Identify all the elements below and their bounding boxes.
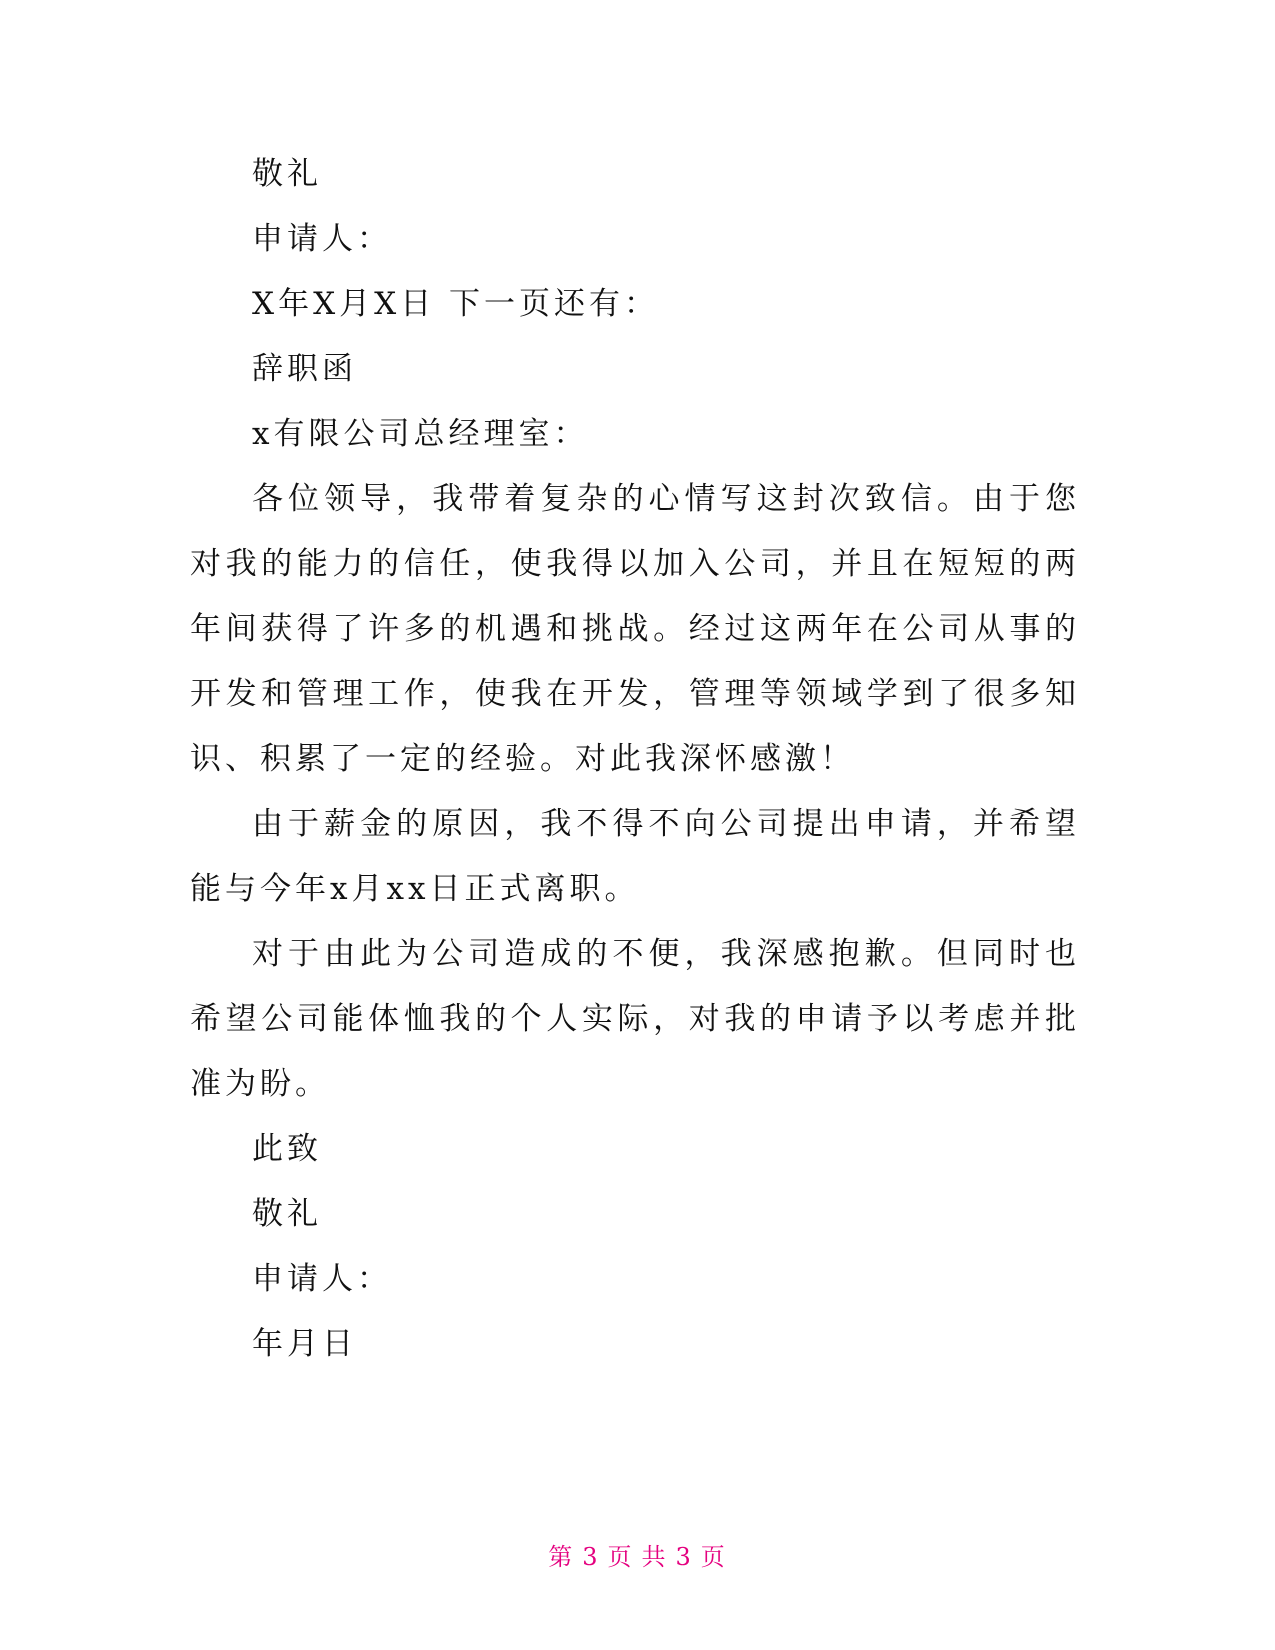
footer-current-page: 3 [582, 1543, 600, 1571]
letter-recipient: x有限公司总经理室： [252, 416, 589, 452]
letter-body [190, 142, 1080, 1377]
letter-closing: 此致 [252, 1131, 322, 1167]
paragraph-2: 由于薪金的原因，我不得不向公司提出申请，并希望能与今年x月xx日正式离职。 [190, 806, 1080, 907]
footer-total-prefix: 共 [641, 1543, 668, 1571]
letter-applicant: 申请人： [252, 1261, 392, 1297]
paragraph-3: 对于由此为公司造成的不便，我深感抱歉。但同时也希望公司能体恤我的个人实际，对我的申请予以考虑并批准为盼。 [190, 936, 1080, 1102]
letter-date: 年月日 [252, 1326, 357, 1362]
applicant-top: 申请人： [252, 221, 392, 257]
salutation-top: 敬礼 [252, 156, 322, 192]
footer-prefix: 第 [548, 1543, 575, 1571]
letter-title: 辞职函 [252, 351, 357, 387]
page-footer [0, 1537, 1275, 1572]
footer-total-pages: 3 [675, 1543, 693, 1571]
date-line-top: X年X月X日 下一页还有： [252, 286, 660, 322]
paragraph-1: 各位领导，我带着复杂的心情写这封次致信。由于您对我的能力的信任，使我得以加入公司，并且在短短的两年间获得了许多的机遇和挑战。经过这两年在公司从事的开发和管理工作，使我在开发，管理等领域学到了很多知识、积累了一定的经验。对此我深怀感激！ [190, 481, 1080, 777]
footer-suffix: 页 [700, 1543, 727, 1571]
letter-salutation: 敬礼 [252, 1196, 322, 1232]
footer-page-word: 页 [607, 1543, 634, 1571]
